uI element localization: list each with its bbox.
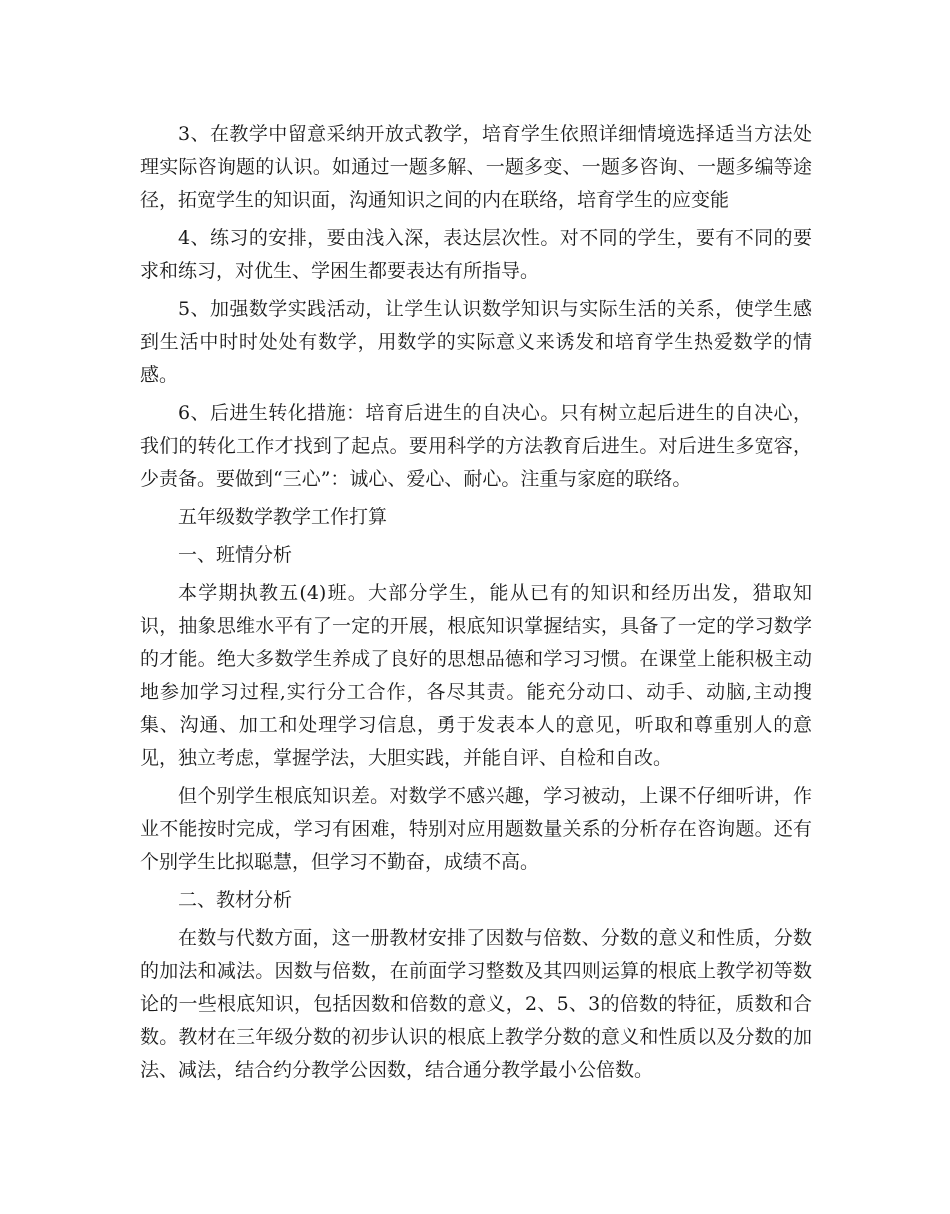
heading-class-analysis: 一、班情分析: [178, 544, 293, 566]
section-title-work-plan: 五年级数学教学工作打算: [178, 506, 388, 528]
paragraph-class-overview: 本学期执教五(4)班。大部分学生，能从已有的知识和经历出发，猎取知识，抽象思维水平有了一定的开展，根底知识掌握结实，具备了一定的学习数学的才能。绝大多数学生养成了良好的思想品德和学习习惯。在课堂上能积极主动地参加学习过程,实行分工合作，各尽其责。能充分动口、动手、动脑,主动搜集、沟通、加工和处理学习信息，勇于发表本人的意见，听取和尊重别人的意见，独立考虑，掌握学法，大胆实践，并能自评、自检和自改。: [140, 582, 812, 769]
paragraph-practice-activities: 5、加强数学实践活动，让学生认识数学知识与实际生活的关系，使学生感到生活中时时处处有数学，用数学的实际意义来诱发和培育学生热爱数学的情感。: [140, 298, 812, 386]
heading-textbook-analysis: 二、教材分析: [178, 889, 293, 911]
paragraph-practice: 4、练习的安排，要由浅入深，表达层次性。对不同的学生，要有不同的要求和练习，对优生、学困生都要表达有所指导。: [140, 227, 812, 282]
paragraph-number-algebra: 在数与代数方面，这一册教材安排了因数与倍数、分数的意义和性质，分数的加法和减法。因数与倍数，在前面学习整数及其四则运算的根底上教学初等数论的一些根底知识，包括因数和倍数的意义，2、5、3的倍数的特征，质数和合数。教材在三年级分数的初步认识的根底上教学分数的意义和性质以及分数的加法、减法，结合约分教学公因数，结合通分教学最小公倍数。: [140, 927, 812, 1081]
document-body: [140, 118, 812, 1092]
paragraph-weak-students: 但个别学生根底知识差。对数学不感兴趣，学习被动，上课不仔细听讲，作业不能按时完成，学习有困难，特别对应用题数量关系的分析存在咨询题。还有个别学生比拟聪慧，但学习不勤奋，成绩不高。: [140, 785, 812, 873]
paragraph-underachiever-measures: 6、后进生转化措施：培育后进生的自决心。只有树立起后进生的自决心，我们的转化工作才找到了起点。要用科学的方法教育后进生。对后进生多宽容，少责备。要做到“三心”：诚心、爱心、耐心。注重与家庭的联络。: [140, 402, 812, 490]
paragraph-teaching-method: 3、在教学中留意采纳开放式教学，培育学生依照详细情境选择适当方法处理实际咨询题的认识。如通过一题多解、一题多变、一题多咨询、一题多编等途径，拓宽学生的知识面，沟通知识之间的内在联络，培育学生的应变能: [140, 123, 812, 211]
